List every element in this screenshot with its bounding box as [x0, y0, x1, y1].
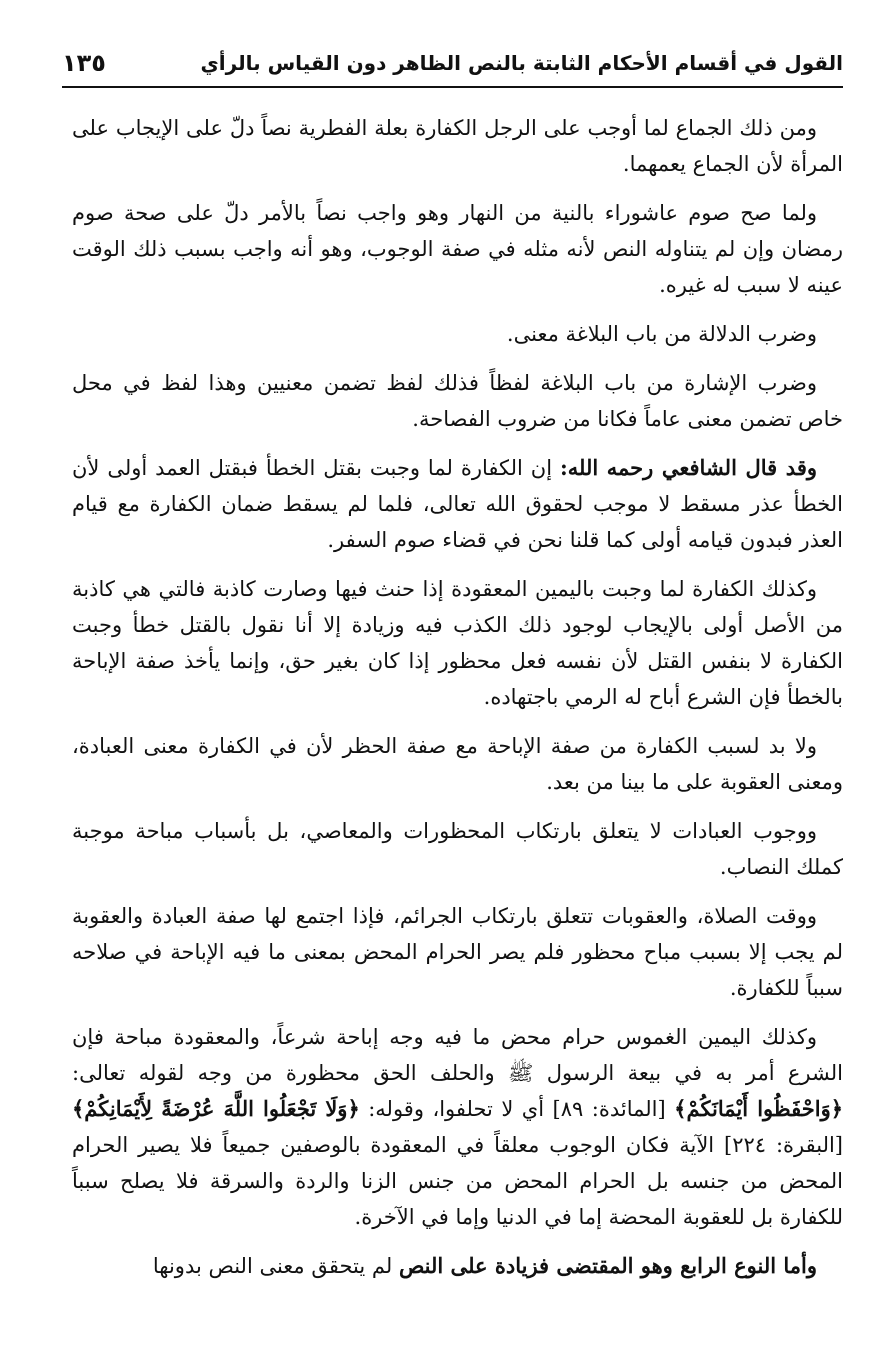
- paragraph-5: [72, 450, 843, 558]
- page-header: [62, 40, 843, 88]
- running-title: القول في أقسام الأحكام الثابتة بالنص الظاهر دون القياس بالرأي: [200, 51, 843, 75]
- paragraph-5-text: إن الكفارة لما وجبت بقتل الخطأ فبقتل العمد أولى لأن الخطأ عذر مسقط لا موجب لحقوق الله تعالى، فلما لم يسقط ضمان الكفارة مع قيام العذر فبدون قيامه أولى كما قلنا نحن في قضاء صوم السفر.: [72, 456, 843, 552]
- quran-verse-baqarah: ﴿وَلَا تَجْعَلُوا اللَّهَ عُرْضَةً لِأَيْمَانِكُمْ﴾: [72, 1096, 360, 1121]
- paragraph-6: وكذلك الكفارة لما وجبت باليمين المعقودة إذا حنث فيها وصارت كاذبة فالتي هي كاذبة من الأصل أولى بالإيجاب لوجود ذلك الكذب فيه وزيادة إلا أنا نقول بالقتل خطأ وجبت الكفارة لا بنفس القتل لأن نفسه فعل محظور إذا كان بغير حق، وإنما يأخذ صفة الإباحة بالخطأ فإن الشرع أباح له الرمي باجتهاده.: [72, 577, 843, 709]
- paragraph-4: وضرب الإشارة من باب البلاغة لفظاً فذلك لفظ تضمن معنيين وهذا لفظ في محل خاص تضمن معنى عاماً فكانا من ضروب الفصاحة.: [72, 371, 843, 431]
- paragraph-11: [72, 1248, 843, 1284]
- paragraph-10-text-2: [المائدة: ٨٩] أي لا تحلفوا، وقوله:: [359, 1097, 675, 1121]
- paragraph-5-lead: وقد قال الشافعي رحمه الله:: [559, 455, 817, 480]
- paragraph-1: ومن ذلك الجماع لما أوجب على الرجل الكفارة بعلة الفطرية نصاً دلّ على الإيجاب على المرأة لأن الجماع يعمهما.: [72, 116, 843, 176]
- page-number: ١٣٥: [62, 49, 106, 77]
- paragraph-11-lead: وأما النوع الرابع وهو المقتضى فزيادة على النص: [398, 1253, 817, 1278]
- paragraph-11-text: لم يتحقق معنى النص بدونها: [152, 1254, 399, 1278]
- paragraph-3: وضرب الدلالة من باب البلاغة معنى.: [506, 322, 817, 346]
- paragraph-8: ووجوب العبادات لا يتعلق بارتكاب المحظورات والمعاصي، بل بأسباب مباحة موجبة كملك النصاب.: [72, 819, 843, 879]
- paragraph-10-text-3: [البقرة: ٢٢٤] الآية فكان الوجوب معلقاً في المعقودة بالوصفين جميعاً فلا يصير الحرام المحض من جنسه بل الحرام المحض من جنس الزنا والردة والسرقة فلا يصلح سبباً للكفارة بل للعقوبة المحضة إما في الدنيا وإما في الآخرة.: [72, 1133, 843, 1229]
- paragraph-7: ولا بد لسبب الكفارة من صفة الإباحة مع صفة الحظر لأن في الكفارة معنى العبادة، ومعنى العقوبة على ما بينا من بعد.: [72, 734, 843, 794]
- page-body: [72, 110, 843, 1351]
- paragraph-10: [72, 1019, 843, 1235]
- paragraph-9: ووقت الصلاة، والعقوبات تتعلق بارتكاب الجرائم، فإذا اجتمع لها صفة العبادة والعقوبة لم يجب إلا بسبب مباح محظور فلم يصر الحرام المحض بمعنى ما فيه الإباحة في صلاحه سبباً للكفارة.: [72, 904, 843, 1000]
- paragraph-2: ولما صح صوم عاشوراء بالنية من النهار وهو واجب نصاً بالأمر دلّ على صحة صوم رمضان وإن لم يتناوله النص لأنه مثله في صفة الوجوب، وهو أنه واجب بسبب ذلك الوقت عينه لا سبب له غيره.: [72, 201, 843, 297]
- paragraph-10-text: وكذلك اليمين الغموس حرام محض ما فيه وجه إباحة شرعاً، والمعقودة مباحة فإن الشرع أمر به في بيعة الرسول ﷺ والحلف الحق محظورة من وجه لقوله تعالى:: [72, 1025, 843, 1085]
- quran-verse-maidah: ﴿وَاحْفَظُوا أَيْمَانَكُمْ﴾: [674, 1096, 844, 1121]
